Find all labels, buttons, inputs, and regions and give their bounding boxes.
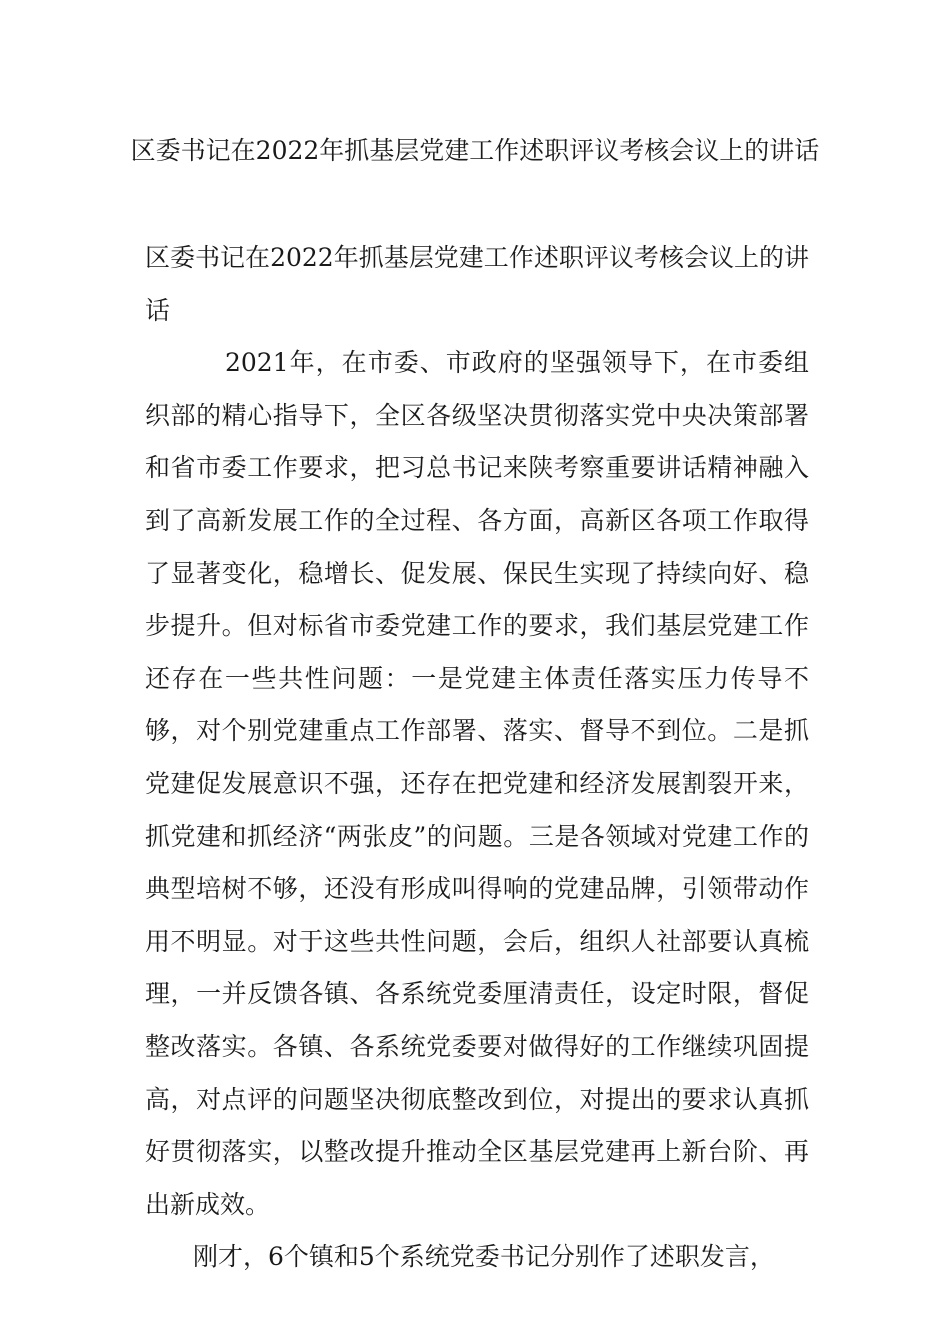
document-body — [145, 232, 809, 1284]
document-title: 区委书记在2022年抓基层党建工作述职评议考核会议上的讲话 — [130, 136, 820, 165]
body-paragraph: 2021年，在市委、市政府的坚强领导下，在市委组织部的精心指导下，全区各级坚决贯彻落实党中央决策部署和省市委工作要求，把习总书记来陕考察重要讲话精神融入到了高新发展工作的全过程、各方面，高新区各项工作取得了显著变化，稳增长、促发展、保民生实现了持续向好、稳步提升。但对标省市委党建工作的要求，我们基层党建工作还存在一些共性问题：一是党建主体责任落实压力传导不够，对个别党建重点工作部署、落实、督导不到位。二是抓党建促发展意识不强，还存在把党建和经济发展割裂开来，抓党建和抓经济“两张皮”的问题。三是各领域对党建工作的典型培树不够，还没有形成叫得响的党建品牌，引领带动作用不明显。对于这些共性问题，会后，组织人社部要认真梳理，一并反馈各镇、各系统党委厘清责任，设定时限，督促整改落实。各镇、各系统党委要对做得好的工作继续巩固提高，对点评的问题坚决彻底整改到位，对提出的要求认真抓好贯彻落实，以整改提升推动全区基层党建再上新台阶、再出新成效。 — [145, 348, 809, 1219]
document-subtitle: 区委书记在2022年抓基层党建工作述职评议考核会议上的讲话 — [145, 243, 809, 325]
body-paragraph: 刚才，6个镇和5个系统党委书记分别作了述职发言， — [193, 1242, 775, 1272]
